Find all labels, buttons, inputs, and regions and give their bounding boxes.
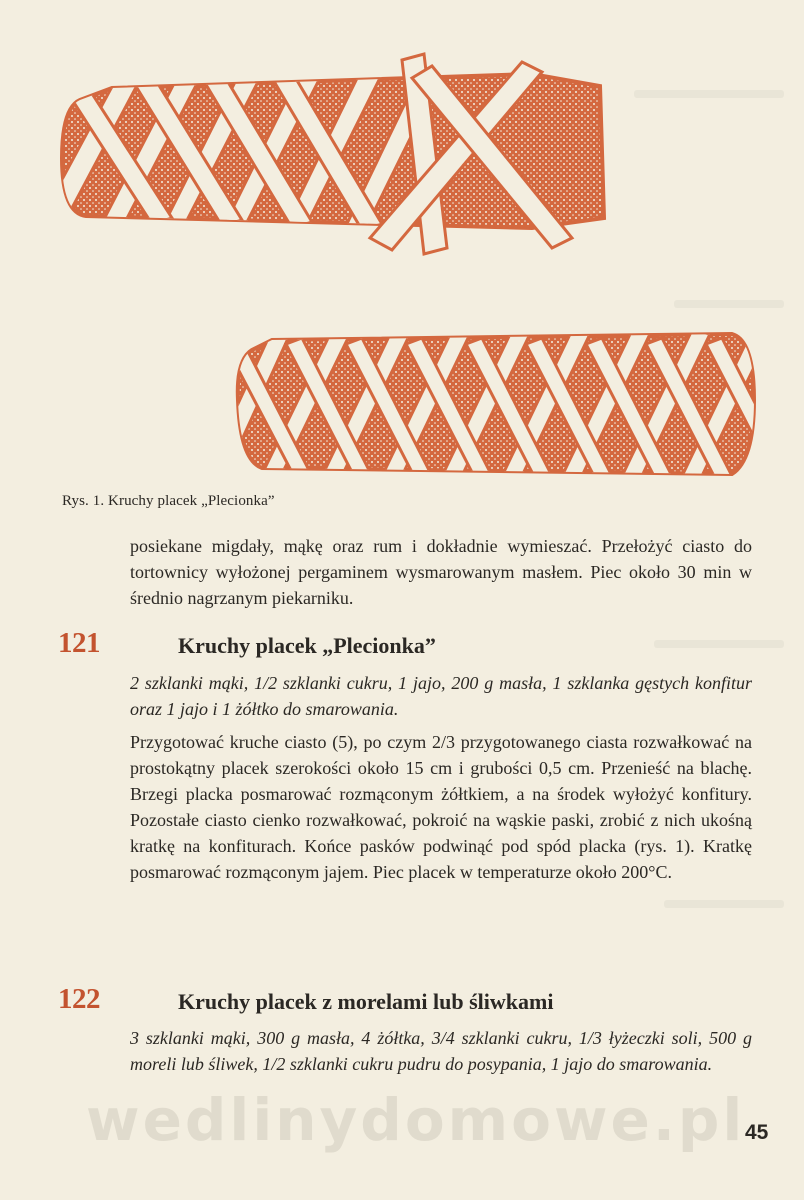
recipe-ingredients: 2 szklanki mąki, 1/2 szklanki cukru, 1 jajo, 200 g masła, 1 szklanka gęstych konfitur oraz 1 jajo i 1 żółtko do smarowania. xyxy=(130,673,752,719)
recipe-number: 122 xyxy=(58,983,100,1015)
watermark: wedlinydomowe.pl xyxy=(86,1086,746,1154)
recipe-ingredients: 3 szklanki mąki, 300 g masła, 4 żółtka, 3/4 szklanki cukru, 1/3 łyżeczki soli, 500 g moreli lub śliwek, 1/2 szklanki cukru pudru do posypania, 1 jajo do smarowania. xyxy=(130,1028,752,1074)
previous-recipe-continuation: posiekane migdały, mąkę oraz rum i dokładnie wymieszać. Przełożyć ciasto do tortownicy wyłożonej pergaminem wysmarowanym masłem. Piec około 30 min w średnio nagrzanym piekarniku. xyxy=(130,536,752,608)
recipe-method: Przygotować kruche ciasto (5), po czym 2/3 przygotowanego ciasta rozwałkować na prostokątny placek szerokości około 15 cm i grubości 0,5 cm. Przenieść na blachę. Brzegi placka posmarować rozmąconym żółtkiem, a na środek wyłożyć konfitury. Pozostałe ciasto cienko rozwałkować, pokroić na wąskie paski, zrobić z nich ukośną kratkę na konfiturach. Końce pasków podwinąć pod spód placka (rys. 1). Kratkę posmarować rozmąconym jajem. Piec placek w temperaturze około 200°C. xyxy=(130,732,752,882)
figure-caption: Rys. 1. Kruchy placek „Plecionka” xyxy=(62,493,275,509)
recipe-number: 121 xyxy=(58,627,100,659)
recipe-title: Kruchy placek z morelami lub śliwkami xyxy=(178,989,554,1014)
recipe-title: Kruchy placek „Plecionka” xyxy=(178,633,436,658)
bleed-through-mark xyxy=(674,300,784,308)
bleed-through-mark xyxy=(654,640,784,648)
bleed-through-mark xyxy=(634,90,784,98)
bleed-through-mark xyxy=(664,900,784,908)
page-number: 45 xyxy=(745,1121,769,1144)
lattice-pastry-illustration-top xyxy=(52,48,612,258)
lattice-pastry-illustration-bottom xyxy=(232,310,762,490)
